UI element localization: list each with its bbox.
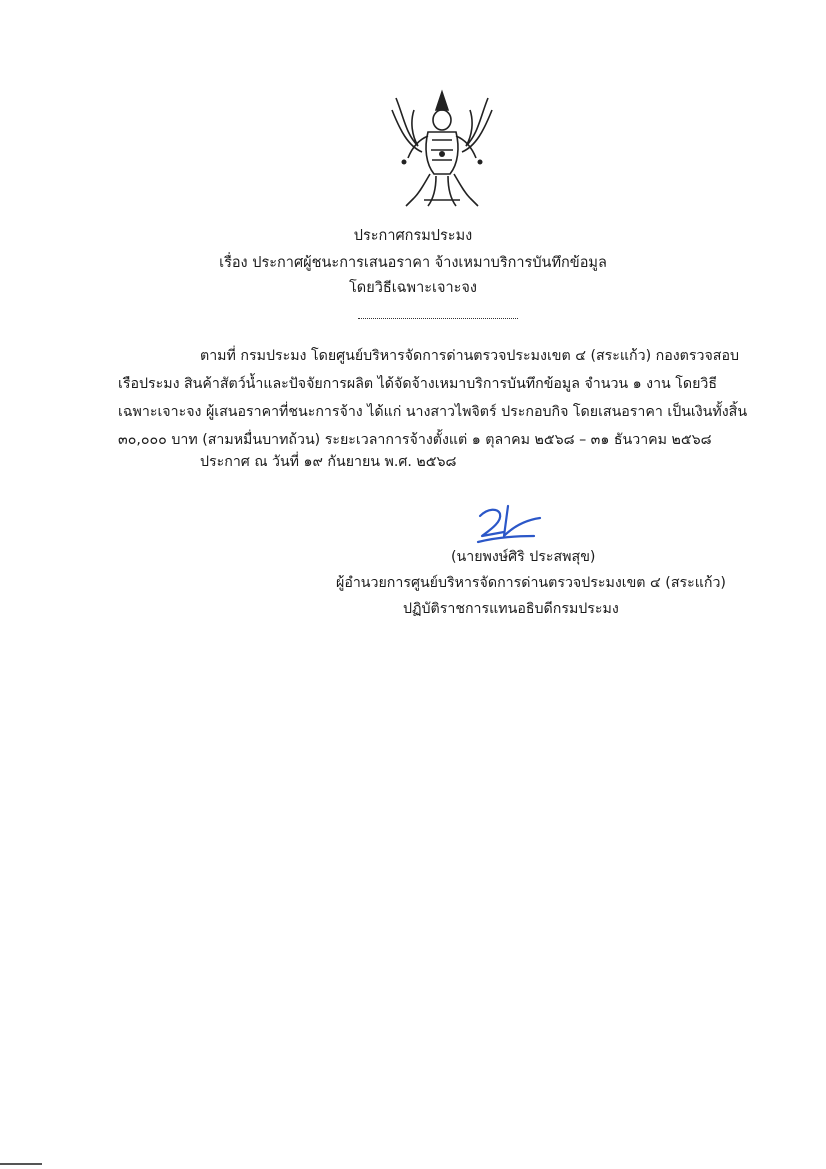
- method-heading: โดยวิธีเฉพาะเจาะจง: [349, 280, 477, 296]
- handwritten-signature: [474, 502, 546, 546]
- subject-heading: เรื่อง ประกาศผู้ชนะการเสนอราคา จ้างเหมาบริการบันทึกข้อมูล: [219, 255, 607, 271]
- announcement-date: ประกาศ ณ วันที่ ๑๙ กันยายน พ.ศ. ๒๕๖๘: [200, 454, 457, 470]
- body-line-4: ๓๐,๐๐๐ บาท (สามหมื่นบาทถ้วน) ระยะเวลาการจ้างตั้งแต่ ๑ ตุลาคม ๒๕๖๘ – ๓๑ ธันวาคม ๒๕๖๘: [118, 432, 712, 448]
- signatory-name: (นายพงษ์ศิริ ประสพสุข): [451, 549, 596, 565]
- body-line-2: เรือประมง สินค้าสัตว์น้ำและปัจจัยการผลิต ได้จัดจ้างเหมาบริการบันทึกข้อมูล จำนวน ๑ งาน โดยวิธี: [118, 376, 718, 392]
- issuer-heading: ประกาศกรมประมง: [353, 228, 473, 244]
- garuda-emblem: [384, 88, 500, 212]
- page-edge-mark: [0, 1163, 42, 1165]
- announcement-body: [118, 342, 778, 454]
- signatory-acting: ปฏิบัติราชการแทนอธิบดีกรมประมง: [403, 601, 619, 617]
- body-line-1: ตามที่ กรมประมง โดยศูนย์บริหารจัดการด่านตรวจประมงเขต ๔ (สระแก้ว) กองตรวจสอบ: [200, 348, 739, 364]
- body-line-3: เฉพาะเจาะจง ผู้เสนอราคาที่ชนะการจ้าง ได้แก่ นางสาวไพจิตร์ ประกอบกิจ โดยเสนอราคา เป็นเงินทั้งสิ้น: [118, 404, 748, 420]
- signatory-position: ผู้อำนวยการศูนย์บริหารจัดการด่านตรวจประมงเขต ๔ (สระแก้ว): [336, 575, 726, 591]
- dotted-separator: [358, 308, 518, 319]
